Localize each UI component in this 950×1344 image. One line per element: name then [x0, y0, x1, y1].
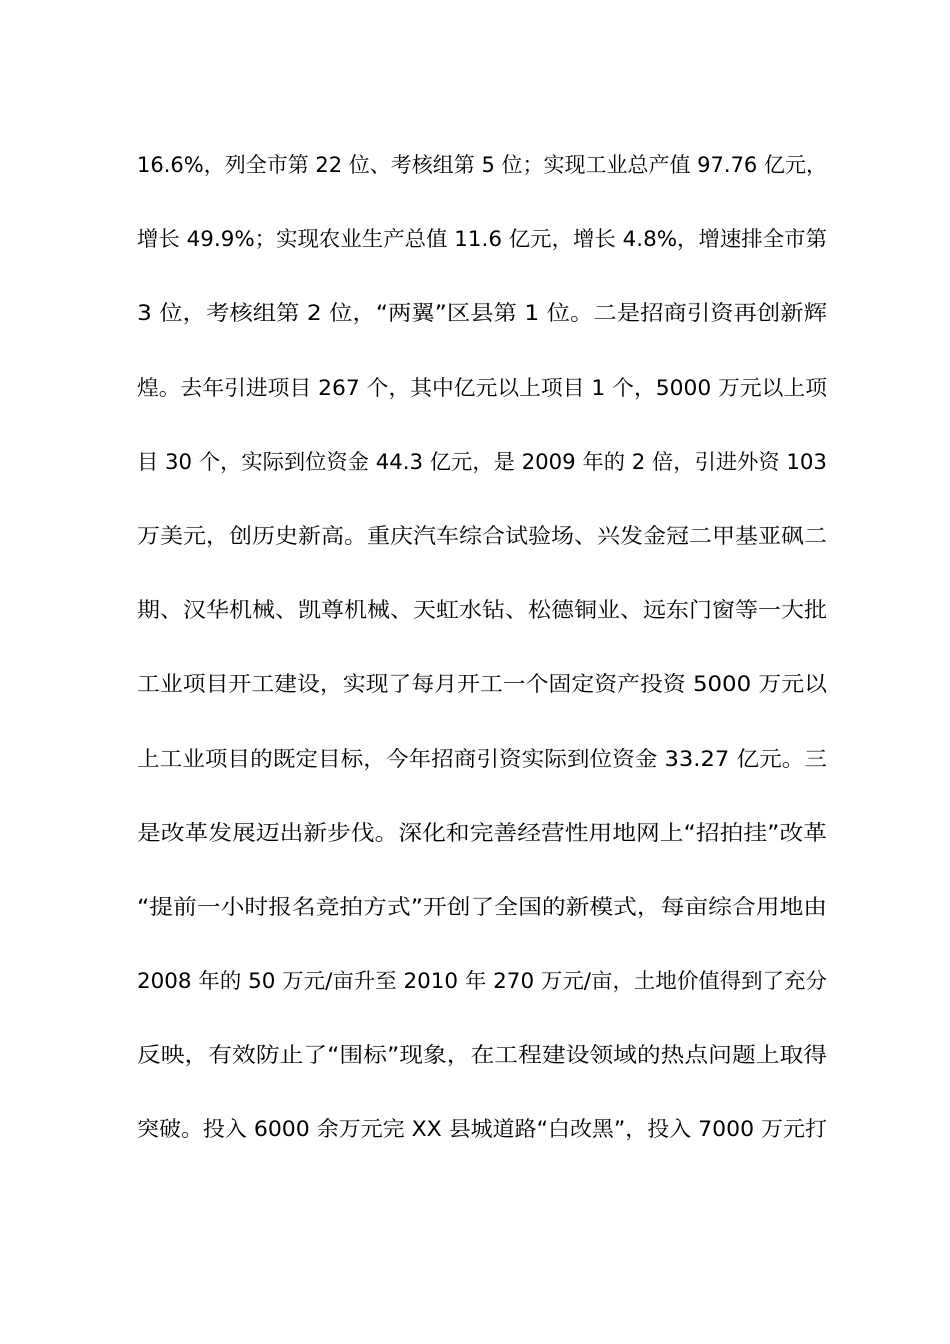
text-line-content: 2008 年的 50 万元/亩升至 2010 年 270 万元/亩，土地价值得到了充分 — [137, 969, 827, 994]
text-line-content: 3 位，考核组第 2 位，“两翼”区县第 1 位。二是招商引资再创新辉 — [137, 301, 827, 326]
text-line-content: 万美元，创历史新高。重庆汽车综合试验场、兴发金冠二甲基亚砜二 — [137, 523, 827, 548]
text-line-content: 煌。去年引进项目 267 个，其中亿元以上项目 1 个，5000 万元以上项 — [137, 375, 828, 400]
text-line — [137, 1037, 837, 1074]
text-line-content: 反映，有效防止了“围标”现象，在工程建设领域的热点问题上取得 — [137, 1043, 828, 1068]
text-line — [137, 147, 837, 184]
text-line — [137, 815, 837, 852]
text-line — [137, 963, 837, 1000]
text-line-content: 是改革发展迈出新步伐。深化和完善经营性用地网上“招拍挂”改革 — [137, 820, 828, 845]
body-text — [137, 147, 837, 1186]
text-line-content: 期、汉华机械、凯尊机械、天虹水钻、松德铜业、远东门窗等一大批 — [137, 598, 827, 623]
text-line — [137, 666, 837, 703]
text-line-content: “提前一小时报名竞拍方式”开创了全国的新模式，每亩综合用地由 — [137, 894, 828, 919]
text-line — [137, 889, 837, 926]
text-line-content: 目 30 个，实际到位资金 44.3 亿元，是 2009 年的 2 倍，引进外资 103 — [137, 449, 827, 474]
text-line-content: 突破。投入 6000 余万元完 XX 县城道路“白改黑”，投入 7000 万元打 — [137, 1117, 828, 1142]
text-line-content: 16.6%，列全市第 22 位、考核组第 5 位；实现工业总产值 97.76 亿元， — [137, 153, 827, 177]
text-line — [137, 592, 837, 629]
text-line — [137, 370, 837, 407]
text-line-content: 增长 49.9%；实现农业生产总值 11.6 亿元，增长 4.8%，增速排全市第 — [137, 227, 827, 252]
text-line — [137, 295, 837, 332]
text-line — [137, 518, 837, 555]
text-line — [137, 1111, 837, 1148]
text-line-content: 上工业项目的既定目标，今年招商引资实际到位资金 33.27 亿元。三 — [137, 746, 827, 771]
text-line — [137, 741, 837, 778]
text-line — [137, 444, 837, 481]
text-line-content: 工业项目开工建设，实现了每月开工一个固定资产投资 5000 万元以 — [137, 672, 828, 697]
text-line — [137, 221, 837, 258]
